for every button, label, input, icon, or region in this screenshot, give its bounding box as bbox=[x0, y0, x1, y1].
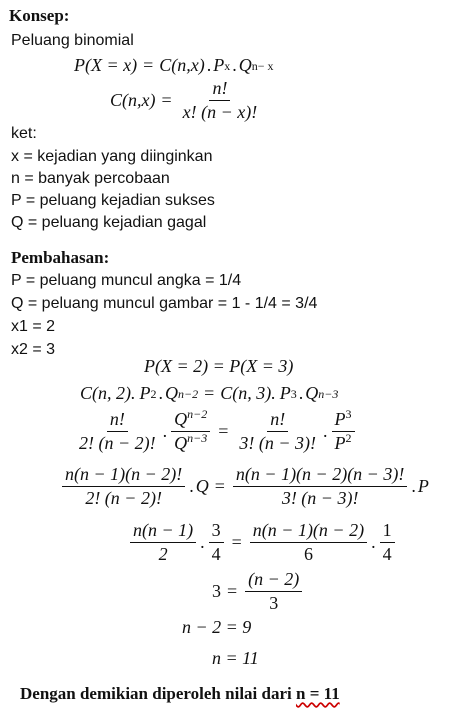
eq5-f3-den: 6 bbox=[303, 543, 313, 564]
eq2-eq: = bbox=[204, 383, 215, 403]
conclusion-value: n = 11 bbox=[295, 684, 340, 703]
comb-lhs: C(n,x) bbox=[110, 89, 156, 110]
equation-8: n = 11 bbox=[212, 648, 259, 668]
eq5-frac-4 bbox=[380, 520, 395, 564]
eq6-lhs: 3 bbox=[212, 580, 221, 601]
eq5-frac-1 bbox=[130, 520, 196, 564]
eq5-f2-den: 4 bbox=[211, 543, 221, 564]
ket-item: n = banyak percobaan bbox=[11, 170, 170, 187]
eq3-f4-num-exp: 3 bbox=[345, 407, 352, 421]
eq3-frac-4 bbox=[332, 409, 355, 453]
eq3-frac-2 bbox=[171, 409, 210, 453]
eq2-right-p: P bbox=[279, 383, 291, 403]
conclusion-text: Dengan demikian diperoleh nilai dari bbox=[20, 684, 292, 703]
eq5-f4-num: 1 bbox=[380, 520, 395, 543]
eq2-right-c: C(n, 3). bbox=[220, 383, 276, 403]
eq4-f2-den: 3! (n − 3)! bbox=[281, 487, 359, 508]
eq3-f1-num: n! bbox=[107, 409, 128, 432]
eq3-f4-den: P bbox=[334, 432, 346, 453]
equation-6 bbox=[212, 569, 304, 613]
formula-eq: = bbox=[143, 55, 154, 75]
eq4-p: P bbox=[417, 475, 429, 496]
eq3-f2-den: Q bbox=[174, 432, 188, 453]
eq4-frac-2 bbox=[233, 464, 407, 508]
eq3-f2-num: Q bbox=[174, 409, 188, 429]
eq5-f3-num: n(n − 1)(n − 2) bbox=[250, 520, 367, 543]
formula-q: Q bbox=[238, 55, 252, 75]
eq5-f2-num: 3 bbox=[209, 520, 224, 543]
equation-1: P(X = 2) = P(X = 3) bbox=[144, 356, 294, 376]
pembahasan-line: x1 = 2 bbox=[11, 318, 56, 335]
comb-den: x! (n − x)! bbox=[182, 101, 258, 122]
eq2-left-p: P bbox=[139, 383, 151, 403]
binomial-formula: P(X = x) = C(n,x) . P x . Q n− x bbox=[74, 55, 274, 75]
equation-3: $\frac{n!}{2! (n - 2)!}$ . $\frac{Q^{n-2}}{Q^{n-3}}$ = $\frac{n!}{3! (n - 3)!}$ . $\frac{P^3}{P^2}$ bbox=[74, 409, 357, 453]
pembahasan-heading: Pembahasan: bbox=[11, 248, 110, 267]
pembahasan-line: P = peluang muncul angka = 1/4 bbox=[11, 272, 242, 289]
pembahasan-line: Q = peluang muncul gambar = 1 - 1/4 = 3/4 bbox=[11, 295, 318, 312]
eq3-eq: = bbox=[218, 420, 229, 441]
eq4-f1-num: n(n − 1)(n − 2)! bbox=[62, 464, 185, 487]
eq5-frac-3 bbox=[250, 520, 367, 564]
eq3-frac-3 bbox=[236, 409, 319, 453]
equation-5: $\frac{n(n - 1)}{2}$ . $\frac{3}{4}$ = $\frac{n(n - 1)(n - 2)}{6}$ . $\frac{1}{4}$ bbox=[128, 520, 397, 564]
eq4-eq: = bbox=[214, 475, 225, 496]
eq3-f1-den: 2! (n − 2)! bbox=[79, 432, 156, 453]
eq2-left-q: Q bbox=[165, 383, 178, 403]
konsep-subtitle: Peluang binomial bbox=[11, 32, 134, 49]
ket-item: Q = peluang kejadian gagal bbox=[11, 214, 207, 231]
eq3-f3-den: 3! (n − 3)! bbox=[239, 432, 317, 453]
equation-4: $\frac{n(n - 1)(n - 2)!}{2! (n - 2)!}$ . Q = $\frac{n(n - 1)(n - 2)(n - 3)!}{3! (n - 3)!}$ . P bbox=[60, 464, 429, 508]
eq3-frac-1 bbox=[76, 409, 159, 453]
eq3-f4-num: P bbox=[334, 409, 346, 429]
eq5-frac-2 bbox=[209, 520, 224, 564]
ket-label: ket: bbox=[11, 125, 37, 142]
equation-7: n − 2 = 9 bbox=[182, 617, 252, 637]
formula-p: P bbox=[213, 55, 225, 75]
eq5-f1-den: 2 bbox=[158, 543, 168, 564]
eq6-frac bbox=[245, 569, 302, 613]
konsep-heading: Konsep: bbox=[9, 6, 70, 25]
eq5-eq: = bbox=[231, 531, 242, 552]
conclusion bbox=[20, 684, 340, 704]
eq2-left-c: C(n, 2). bbox=[80, 383, 136, 403]
formula-lhs: P(X = x) bbox=[74, 55, 138, 75]
eq3-f2-num-exp: n−2 bbox=[187, 407, 208, 421]
formula-rhs: C(n,x) bbox=[159, 55, 205, 75]
eq5-f4-den: 4 bbox=[382, 543, 392, 564]
eq6-num: (n − 2) bbox=[245, 569, 302, 592]
eq4-q: Q bbox=[195, 475, 209, 496]
comb-num: n! bbox=[209, 78, 230, 101]
comb-fraction bbox=[180, 78, 261, 122]
equation-2: C(n, 2). P 2 . Q n−2 = C(n, 3). P 3 . Q n−3 bbox=[80, 383, 339, 403]
eq3-f2-den-exp: n−3 bbox=[187, 430, 208, 445]
eq5-f1-num: n(n − 1) bbox=[130, 520, 196, 543]
eq4-f1-den: 2! (n − 2)! bbox=[85, 487, 162, 508]
pembahasan-line: x2 = 3 bbox=[11, 341, 56, 358]
eq4-frac-1 bbox=[62, 464, 185, 508]
eq3-f3-num: n! bbox=[267, 409, 288, 432]
combination-formula bbox=[110, 78, 262, 122]
eq6-den: 3 bbox=[269, 592, 279, 613]
eq4-f2-num: n(n − 1)(n − 2)(n − 3)! bbox=[233, 464, 407, 487]
ket-item: P = peluang kejadian sukses bbox=[11, 192, 215, 209]
ket-item: x = kejadian yang diinginkan bbox=[11, 148, 213, 165]
eq6-eq: = bbox=[227, 580, 238, 601]
comb-eq: = bbox=[161, 89, 172, 110]
eq2-right-q: Q bbox=[305, 383, 319, 403]
eq3-f4-den-exp: 2 bbox=[345, 430, 352, 445]
